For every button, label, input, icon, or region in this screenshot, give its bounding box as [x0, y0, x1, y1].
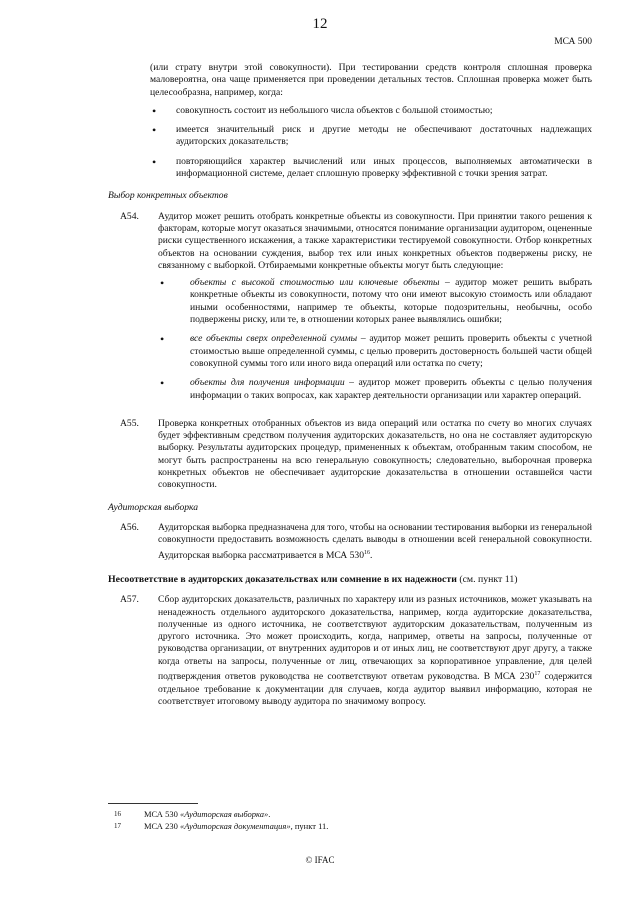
list-item: • объекты с высокой стоимостью или ключевые объекты – аудитор может решить выбрать конкретные объекты из совокупности, потому что они имеют высокую стоимость или обладают иными особенностями, например те объекты, которые подозрительны, необычны, особо подвержены риску, или те, в отношении которых ранее выявлялись ошибки;: [158, 277, 592, 326]
footnote-ref: 16: [364, 549, 371, 556]
main-content: [108, 62, 592, 717]
emphasis-text: все объекты сверх определенной суммы: [190, 333, 358, 345]
footnote-ref: 17: [534, 671, 541, 678]
section-heading-audit-sampling: Аудиторская выборка: [108, 501, 199, 513]
paragraph-text: Аудитор может решить отобрать конкретные объекты из совокупности. При принятии такого решения к факторам, которые могут оказаться значимыми, относятся понимание организации аудитором, оцененные риски существенного искажения, а также характеристики тестируемой совокупности. Отбор конкретных объектов на основании суждения, выбор тех или иных конкретных объектов подвержены риску, не связанному с выборкой. Отбираемыми конкретные объекты могут быть следующие:: [158, 210, 592, 271]
footnotes: [108, 803, 592, 832]
paragraph-number: A55.: [120, 417, 139, 429]
intro-paragraph: (или страту внутри этой совокупности). При тестировании средств контроля сплошная проверка маловероятна, она чаще применяется при проведении детальных тестов. Сплошная проверка может быть целесообразна, например, когда:: [150, 62, 592, 98]
list-item: • имеется значительный риск и другие методы не обеспечивают достаточных надлежащих аудиторских доказательств;: [150, 124, 592, 149]
list-item: • объекты для получения информации – аудитор может проверить объекты с целью получения информации о таких вопросах, как характер деятельности организации или характер операций.: [158, 377, 592, 402]
emphasis-text: объекты с высокой стоимостью или ключевые объекты: [190, 277, 440, 289]
list-item: • все объекты сверх определенной суммы – аудитор может решить проверить объекты с учетной стоимостью выше определенной суммы, с целью проверить достоверность большей части общей совокупной суммы того или иного вида операций или остатка по счету;: [158, 333, 592, 370]
section-heading-specific-items: Выбор конкретных объектов: [108, 190, 228, 202]
paragraph-a55: [108, 418, 592, 492]
paragraph-a56: [108, 522, 592, 562]
section-heading-inconsistency: Несоответствие в аудиторских доказательствах или сомнение в их надежности (см. пункт 11): [108, 573, 518, 585]
footnote: 17 МСА 230 «Аудиторская документация», пункт 11.: [114, 821, 329, 831]
paragraph-text: Проверка конкретных отобранных объектов из вида операций или остатка по счету во многих случаях будет эффективным средством получения аудиторских доказательств, но она не составляет аудиторскую выборку. Результаты аудиторских процедур, примененных к объектам, отобранным таким способом, не могут быть распространены на всю генеральную совокупность; следовательно, выборочная проверка конкретных объектов не обеспечивает аудиторские доказательства в отношении оставшейся части совокупности.: [158, 417, 592, 491]
emphasis-text: объекты для получения информации: [190, 377, 345, 389]
footnote: 16 МСА 530 «Аудиторская выборка».: [114, 809, 271, 819]
paragraph-number: A56.: [120, 521, 139, 533]
intro-bullet-list: [150, 105, 592, 180]
a54-bullet-list: [158, 277, 592, 402]
paragraph-number: A54.: [120, 210, 139, 222]
paragraph-text: Аудиторская выборка предназначена для того, чтобы на основании тестирования выборки из генеральной совокупности предоставить возможность сделать выводы в отношении всей генеральной совокупности. Аудиторская выборка рассматривается в МСА $530^{16}$.: [158, 521, 592, 561]
copyright-footer: © IFAC: [305, 855, 335, 865]
page-number: 12: [312, 16, 328, 32]
paragraph-number: A57.: [120, 594, 139, 606]
list-item: • совокупность состоит из небольшого числа объектов с большой стоимостью;: [150, 105, 592, 117]
footnote-divider: [108, 803, 198, 804]
paragraph-text: Сбор аудиторских доказательств, различных по характеру или из разных источников, может указывать на ненадежность отдельного аудиторского доказательства, например, когда аудиторские доказательства, полученные из одного источника, не соответствуют аудиторским доказательствам, полученным из другого источника. Это может происходить, когда, например, ответы на запросы, полученные от руководства организации, от внутренних аудиторов и от иных лиц, не соответствуют друг другу, а также когда ответы на запросы, полученные от лиц, отвечающих за корпоративное управление, для целей подтверждения ответов руководства не соответствуют ответам руководства. В МСА $230^{17}$ содержится отдельное требование к документации для случаев, когда аудитор выявил информацию, которая не соответствует итоговому выводу аудитора по значимому вопросу.: [158, 594, 593, 707]
standard-label: МСА 500: [554, 37, 592, 47]
paragraph-a57: [108, 594, 592, 708]
paragraph-a54: [108, 211, 592, 409]
cross-reference: (см. пункт 11): [456, 573, 518, 585]
list-item: • повторяющийся характер вычислений или иных процессов, выполняемых автоматически в информационной системе, делает сплошную проверку эффективной с точки зрения затрат.: [150, 156, 592, 181]
